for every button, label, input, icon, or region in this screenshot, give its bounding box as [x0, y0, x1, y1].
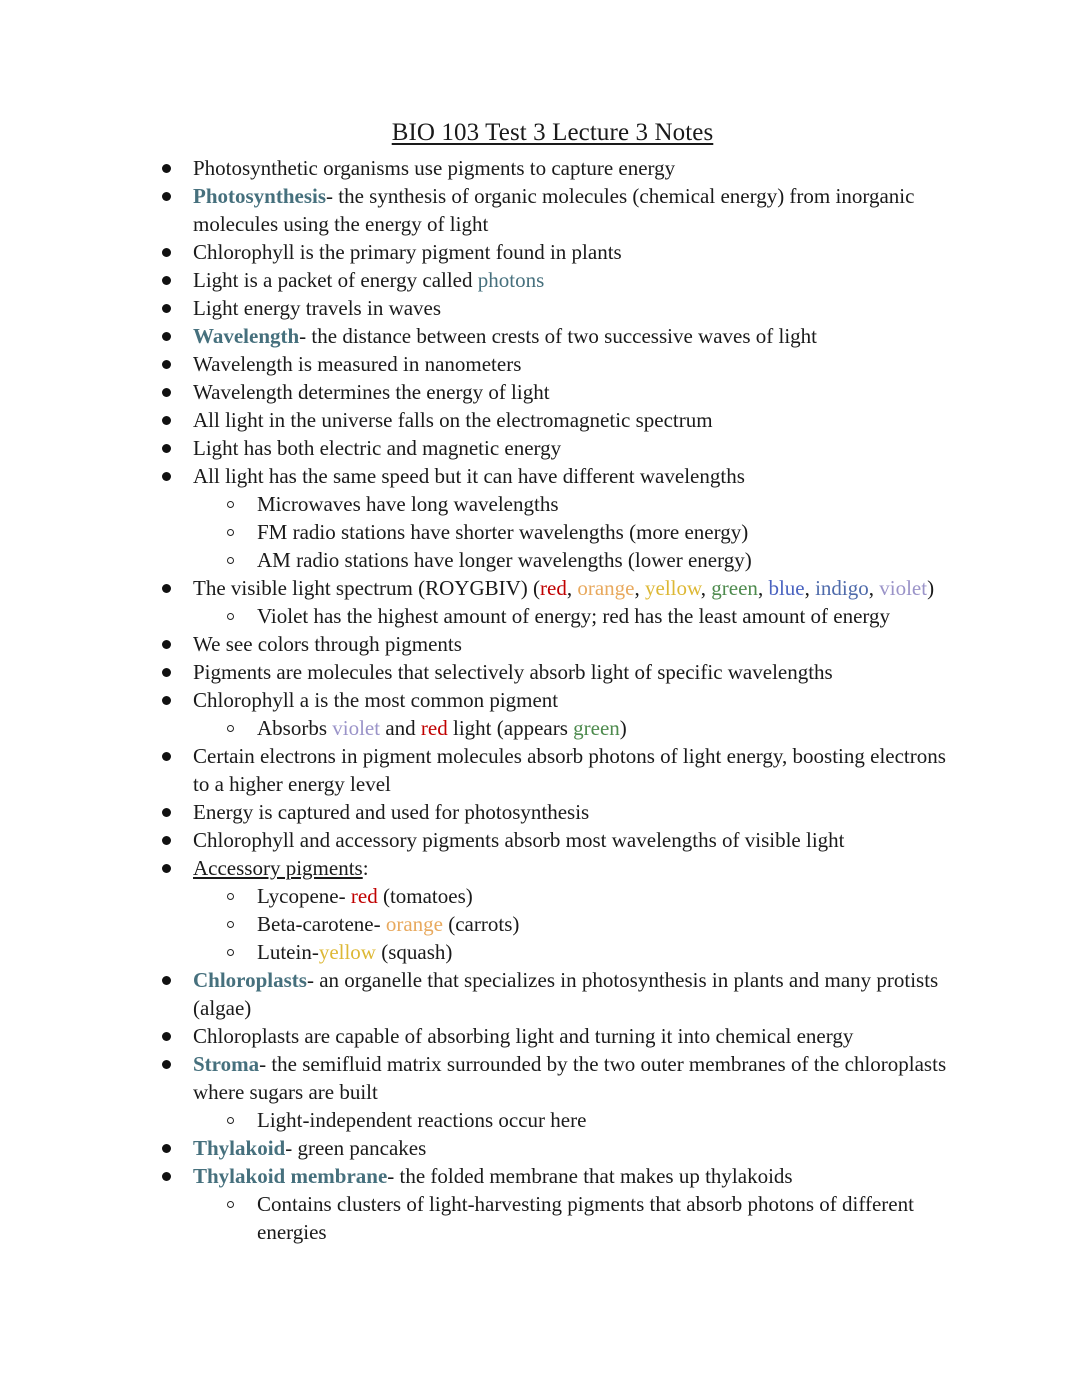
bullet-text	[193, 154, 955, 182]
key-term: Wavelength	[193, 324, 300, 348]
bullet-text	[193, 826, 955, 854]
text-run: ,	[566, 576, 578, 600]
sub-bullet-item	[150, 910, 955, 938]
text-run: ,	[868, 576, 880, 600]
disc-bullet-icon	[162, 686, 173, 714]
bullet-item	[150, 406, 955, 434]
text-run: yellow	[318, 940, 376, 964]
bullet-text	[193, 434, 955, 462]
bullet-item	[150, 266, 955, 294]
bullet-item	[150, 1134, 955, 1162]
bullet-item	[150, 322, 955, 350]
bullet-text	[257, 1190, 955, 1246]
text-run: red	[540, 576, 567, 600]
bullet-item	[150, 238, 955, 266]
text-run: Pigments are molecules that selectively absorb light of specific wavelengths	[193, 660, 833, 684]
text-run: Violet has the highest amount of energy; red has the least amount of energy	[257, 604, 891, 628]
circle-bullet-icon	[227, 910, 238, 938]
notes-outline	[150, 154, 955, 1246]
text-run: - the synthesis of organic molecules (chemical energy) from inorganic molecules using the energy of light	[193, 184, 915, 236]
key-term: Thylakoid	[193, 1136, 286, 1160]
text-run: yellow	[645, 576, 701, 600]
bullet-item	[150, 378, 955, 406]
bullet-item	[150, 658, 955, 686]
bullet-item	[150, 154, 955, 182]
bullet-text	[193, 854, 955, 882]
text-run: ,	[700, 576, 712, 600]
bullet-text	[257, 602, 955, 630]
disc-bullet-icon	[162, 1050, 173, 1078]
sub-bullet-item	[150, 518, 955, 546]
circle-bullet-icon	[227, 882, 238, 910]
text-run: AM radio stations have longer wavelengths (lower energy)	[257, 548, 752, 572]
bullet-text	[193, 1134, 955, 1162]
disc-bullet-icon	[162, 798, 173, 826]
disc-bullet-icon	[162, 154, 173, 182]
text-run: Chlorophyll a is the most common pigment	[193, 688, 559, 712]
bullet-text	[193, 574, 955, 602]
text-run: )	[927, 576, 935, 600]
text-run: violet	[879, 576, 928, 600]
page-title-text: BIO 103 Test 3 Lecture 3 Notes	[391, 119, 714, 146]
circle-bullet-icon	[227, 518, 238, 546]
bullet-text	[193, 294, 955, 322]
disc-bullet-icon	[162, 434, 173, 462]
circle-bullet-icon	[227, 1106, 238, 1134]
text-run: Photosynthetic organisms use pigments to capture energy	[193, 156, 676, 180]
disc-bullet-icon	[162, 1022, 173, 1050]
circle-bullet-icon	[227, 938, 238, 966]
disc-bullet-icon	[162, 630, 173, 658]
bullet-text	[193, 322, 955, 350]
bullet-text	[257, 546, 955, 574]
text-run: Energy is captured and used for photosynthesis	[193, 800, 590, 824]
sub-bullet-item	[150, 546, 955, 574]
text-run: orange	[385, 912, 443, 936]
bullet-item	[150, 1050, 955, 1106]
bullet-item	[150, 434, 955, 462]
bullet-text	[193, 1050, 955, 1106]
text-run: and	[380, 716, 421, 740]
text-run: )	[619, 716, 627, 740]
circle-bullet-icon	[227, 490, 238, 518]
sub-bullet-item	[150, 882, 955, 910]
text-run: - an organelle that specializes in photosynthesis in plants and many protists (algae)	[193, 968, 939, 1020]
bullet-text	[193, 1022, 955, 1050]
bullet-item	[150, 350, 955, 378]
text-run: (carrots)	[442, 912, 520, 936]
bullet-text	[257, 938, 955, 966]
disc-bullet-icon	[162, 854, 173, 882]
text-run: Chlorophyll and accessory pigments absorb most wavelengths of visible light	[193, 828, 845, 852]
page-title	[150, 118, 955, 148]
bullet-item	[150, 826, 955, 854]
disc-bullet-icon	[162, 378, 173, 406]
text-run: ,	[757, 576, 769, 600]
sub-bullet-item	[150, 490, 955, 518]
text-run: Beta-carotene-	[257, 912, 386, 936]
bullet-item	[150, 798, 955, 826]
text-run: green	[573, 716, 620, 740]
disc-bullet-icon	[162, 294, 173, 322]
text-run: Absorbs	[257, 716, 333, 740]
bullet-item	[150, 462, 955, 490]
disc-bullet-icon	[162, 182, 173, 210]
disc-bullet-icon	[162, 1134, 173, 1162]
bullet-text	[257, 714, 955, 742]
sub-bullet-item	[150, 1106, 955, 1134]
circle-bullet-icon	[227, 602, 238, 630]
disc-bullet-icon	[162, 966, 173, 994]
text-run: light (appears	[447, 716, 574, 740]
bullet-item	[150, 574, 955, 602]
text-run: Chlorophyll is the primary pigment found in plants	[193, 240, 622, 264]
bullet-text	[193, 266, 955, 294]
bullet-item	[150, 686, 955, 714]
bullet-text	[193, 1162, 955, 1190]
text-run: - the folded membrane that makes up thylakoids	[387, 1164, 793, 1188]
circle-bullet-icon	[227, 546, 238, 574]
text-run: indigo	[815, 576, 869, 600]
text-run: Certain electrons in pigment molecules absorb photons of light energy, boosting electrons to a higher energy level	[193, 744, 946, 796]
key-term: Thylakoid membrane	[193, 1164, 388, 1188]
bullet-text	[193, 462, 955, 490]
disc-bullet-icon	[162, 742, 173, 770]
disc-bullet-icon	[162, 238, 173, 266]
bullet-text	[193, 742, 955, 798]
text-run: violet	[332, 716, 381, 740]
disc-bullet-icon	[162, 350, 173, 378]
text-run: - green pancakes	[285, 1136, 427, 1160]
text-run: Wavelength determines the energy of light	[193, 380, 550, 404]
key-term: Chloroplasts	[193, 968, 307, 992]
disc-bullet-icon	[162, 462, 173, 490]
text-run: red	[350, 884, 378, 908]
text-run: The visible light spectrum (ROYGBIV) (	[193, 576, 541, 600]
bullet-item	[150, 966, 955, 1022]
text-run: orange	[577, 576, 635, 600]
circle-bullet-icon	[227, 1190, 238, 1218]
text-run: - the distance between crests of two successive waves of light	[299, 324, 818, 348]
bullet-text	[193, 378, 955, 406]
text-run: Light has both electric and magnetic energy	[193, 436, 562, 460]
text-run: Light energy travels in waves	[193, 296, 442, 320]
text-run: Microwaves have long wavelengths	[257, 492, 559, 516]
bullet-item	[150, 742, 955, 798]
bullet-item	[150, 854, 955, 882]
disc-bullet-icon	[162, 658, 173, 686]
bullet-item	[150, 630, 955, 658]
text-run: FM radio stations have shorter wavelengths (more energy)	[257, 520, 749, 544]
text-run: green	[711, 576, 758, 600]
disc-bullet-icon	[162, 322, 173, 350]
circle-bullet-icon	[227, 714, 238, 742]
bullet-text	[257, 490, 955, 518]
text-run: All light in the universe falls on the electromagnetic spectrum	[193, 408, 713, 432]
underlined-term: Accessory pigments	[193, 856, 363, 880]
bullet-text	[257, 518, 955, 546]
disc-bullet-icon	[162, 574, 173, 602]
bullet-item	[150, 1022, 955, 1050]
bullet-text	[193, 350, 955, 378]
text-run: Lycopene-	[257, 884, 351, 908]
bullet-item	[150, 182, 955, 238]
bullet-text	[193, 182, 955, 238]
text-run: :	[362, 856, 369, 880]
sub-bullet-item	[150, 938, 955, 966]
text-run: red	[420, 716, 448, 740]
key-term: Photosynthesis	[193, 184, 327, 208]
text-run: We see colors through pigments	[193, 632, 462, 656]
bullet-text	[193, 686, 955, 714]
bullet-text	[193, 798, 955, 826]
bullet-text	[193, 406, 955, 434]
text-run: - the semifluid matrix surrounded by the two outer membranes of the chloroplasts where sugars are built	[193, 1052, 947, 1104]
disc-bullet-icon	[162, 1162, 173, 1190]
bullet-text	[193, 658, 955, 686]
text-run: Wavelength is measured in nanometers	[193, 352, 522, 376]
key-term: Stroma	[193, 1052, 260, 1076]
disc-bullet-icon	[162, 826, 173, 854]
text-run: Light is a packet of energy called	[193, 268, 478, 292]
text-run: ,	[634, 576, 645, 600]
bullet-item	[150, 294, 955, 322]
text-run: Light-independent reactions occur here	[257, 1108, 587, 1132]
disc-bullet-icon	[162, 406, 173, 434]
bullet-item	[150, 1162, 955, 1190]
bullet-text	[257, 1106, 955, 1134]
text-run: (squash)	[375, 940, 453, 964]
text-run: blue	[768, 576, 805, 600]
sub-bullet-item	[150, 602, 955, 630]
bullet-text	[193, 630, 955, 658]
text-run: Lutein-	[257, 940, 319, 964]
text-run: ,	[804, 576, 816, 600]
sub-bullet-item	[150, 1190, 955, 1246]
bullet-text	[257, 882, 955, 910]
text-run: Chloroplasts are capable of absorbing light and turning it into chemical energy	[193, 1024, 854, 1048]
text-run: photons	[477, 268, 545, 292]
text-run: Contains clusters of light-harvesting pigments that absorb photons of different energies	[257, 1192, 914, 1244]
disc-bullet-icon	[162, 266, 173, 294]
text-run: All light has the same speed but it can have different wavelengths	[193, 464, 745, 488]
bullet-text	[257, 910, 955, 938]
bullet-text	[193, 238, 955, 266]
text-run: (tomatoes)	[377, 884, 473, 908]
sub-bullet-item	[150, 714, 955, 742]
bullet-text	[193, 966, 955, 1022]
